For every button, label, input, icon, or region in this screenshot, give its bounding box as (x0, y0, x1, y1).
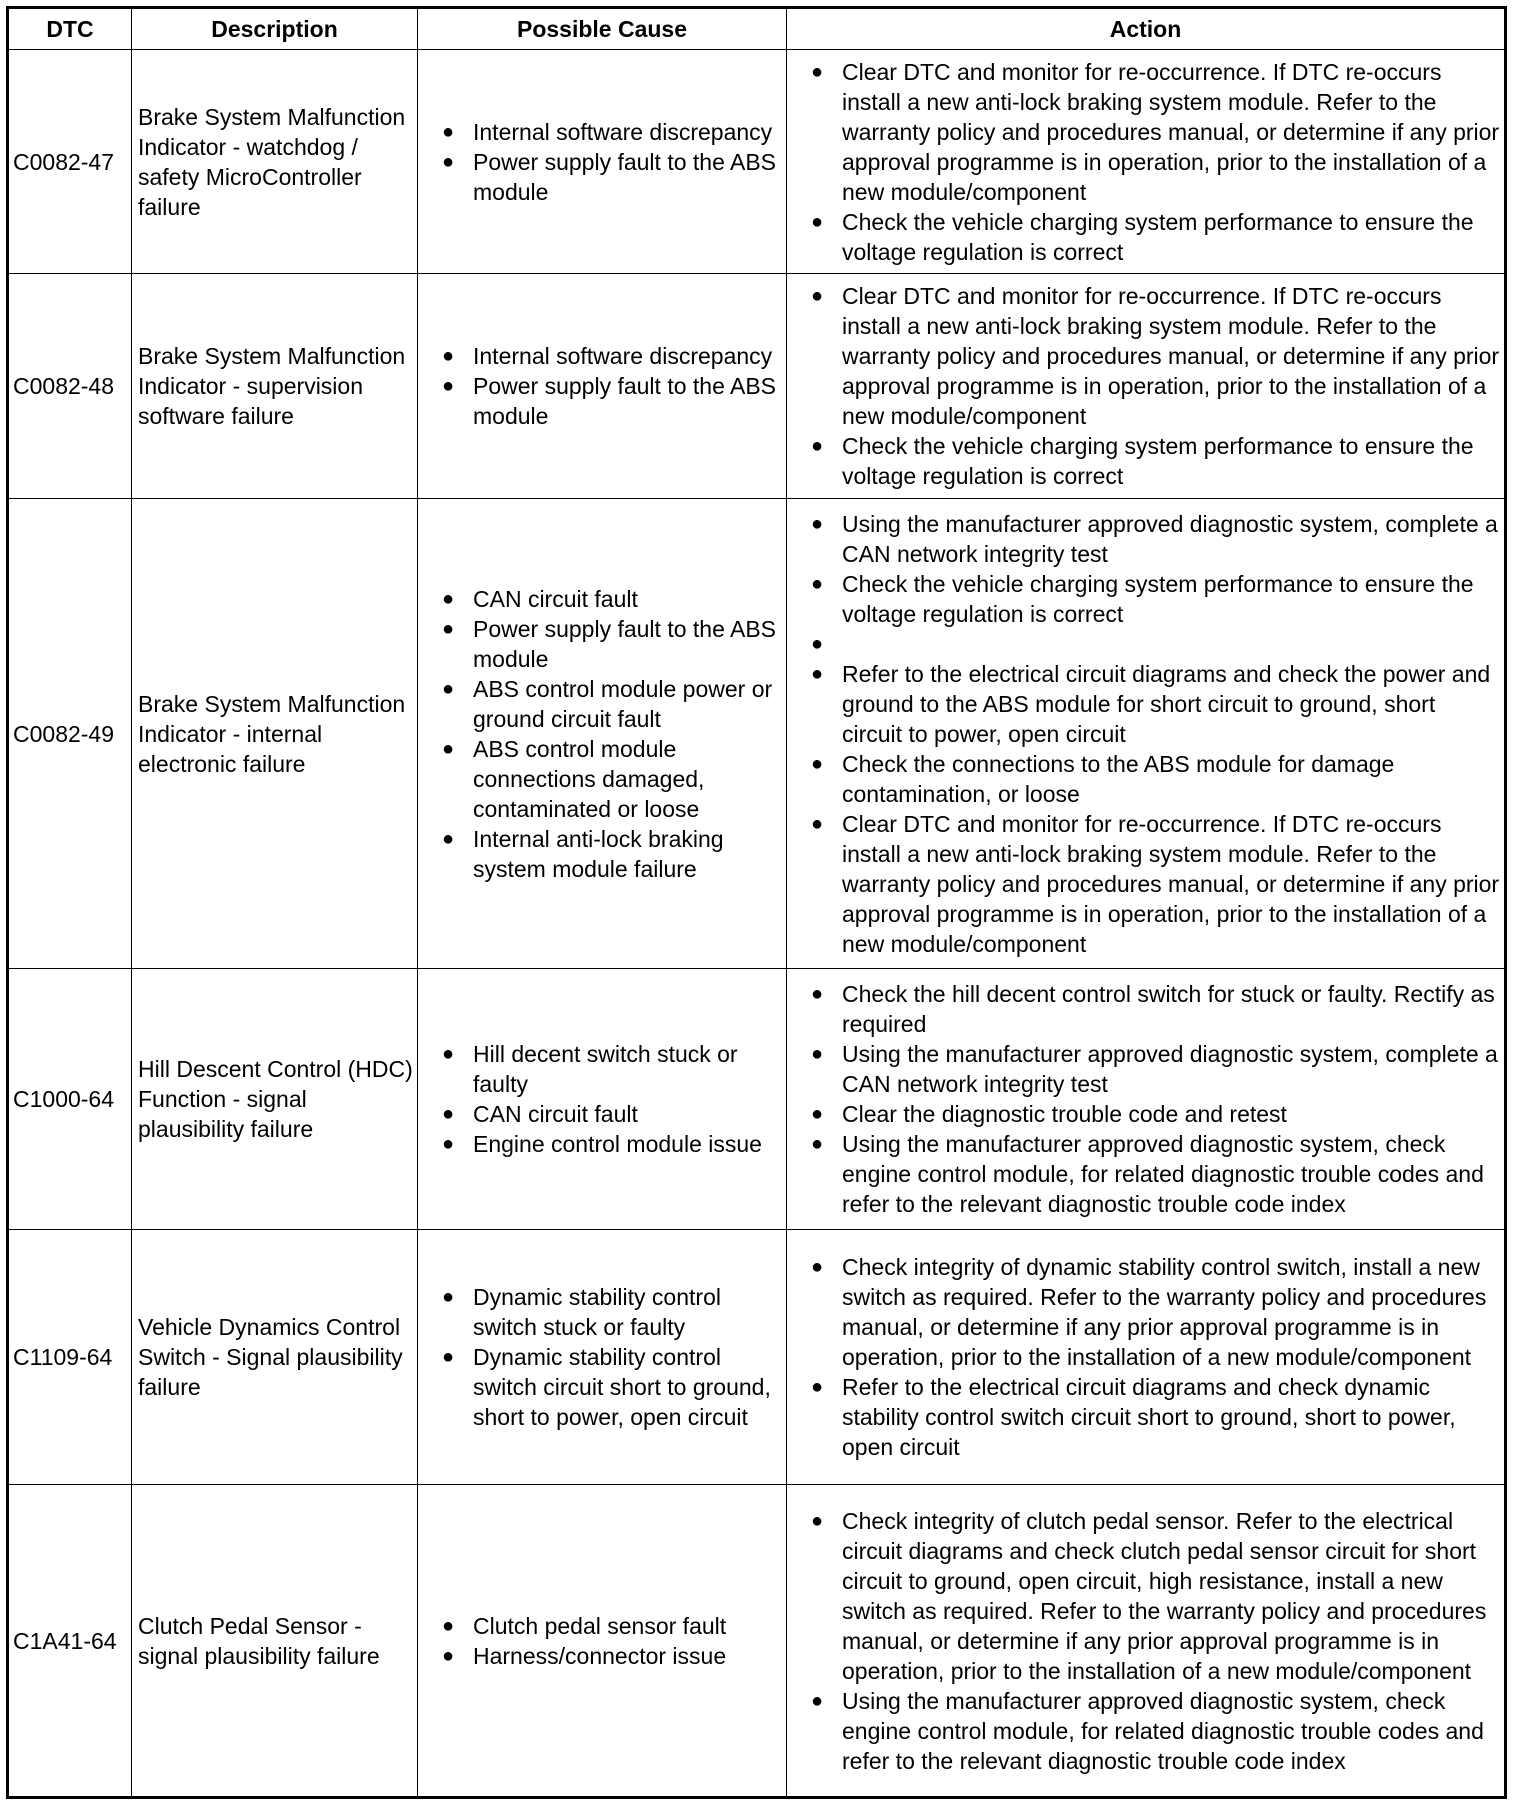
action-list (787, 1506, 1504, 1776)
bullet-icon: ● (442, 827, 455, 850)
bullet-icon: ● (442, 617, 455, 640)
bullet-icon: ● (811, 983, 824, 1005)
possible-cause-text: Internal anti-lock braking system module failure (473, 825, 724, 882)
action-text: Check the vehicle charging system performance to ensure the voltage regulation is correct (842, 208, 1474, 265)
table-row (8, 1485, 1506, 1798)
bullet-icon: ● (811, 812, 824, 835)
action-item (811, 1252, 1500, 1372)
possible-cause-text: Dynamic stability control switch stuck or faulty (473, 1284, 721, 1340)
action-item (811, 1039, 1500, 1099)
dtc-code: C1000-64 (8, 969, 132, 1230)
action-cell (787, 1230, 1506, 1485)
bullet-icon: ● (442, 345, 455, 367)
table-row (8, 50, 1506, 274)
action-text: Clear DTC and monitor for re-occurrence. If DTC re-occurs install a new anti-lock braking system module. Refer to the warranty policy and procedures manual, or determine if any prior approval programme is in operation, prior to the installation of a new module/component (842, 58, 1500, 205)
description: Brake System Malfunction Indicator - watchdog / safety MicroController failure (132, 50, 418, 274)
action-text: Check the vehicle charging system performance to ensure the voltage regulation is correct (842, 570, 1474, 627)
possible-cause-text: Dynamic stability control switch circuit short to ground, short to power, open circuit (473, 1344, 771, 1430)
possible-cause-item (442, 614, 782, 674)
dtc-code: C0082-49 (8, 499, 132, 969)
bullet-icon: ● (442, 1103, 455, 1125)
action-text: Clear the diagnostic trouble code and retest (842, 1101, 1287, 1127)
header-action: Action (787, 8, 1506, 50)
bullet-icon: ● (811, 60, 824, 83)
bullet-icon: ● (442, 1614, 455, 1637)
action-item (811, 1129, 1500, 1219)
bullet-icon: ● (811, 1509, 824, 1532)
possible-cause-text: Internal software discrepancy (473, 343, 773, 369)
bullet-icon: ● (811, 752, 824, 775)
bullet-icon: ● (442, 1644, 455, 1667)
bullet-icon: ● (811, 1689, 824, 1712)
action-item (811, 809, 1500, 959)
action-text: Using the manufacturer approved diagnostic system, check engine control module, for related diagnostic trouble codes and refer to the relevant diagnostic trouble code index (842, 1131, 1484, 1217)
header-description: Description (132, 8, 418, 50)
possible-cause-list (418, 584, 786, 884)
bullet-icon: ● (811, 1103, 824, 1125)
possible-cause-text: CAN circuit fault (473, 1101, 638, 1127)
possible-cause-list (418, 117, 786, 207)
action-item (811, 509, 1500, 569)
possible-cause-item (442, 147, 782, 207)
action-item (811, 431, 1500, 491)
possible-cause-item (442, 1611, 782, 1641)
description: Brake System Malfunction Indicator - supervision software failure (132, 274, 418, 499)
bullet-icon: ● (442, 1286, 455, 1308)
dtc-code: C1109-64 (8, 1230, 132, 1485)
action-item (811, 629, 1500, 659)
action-item (811, 569, 1500, 629)
possible-cause-cell (418, 969, 787, 1230)
action-item (811, 1686, 1500, 1776)
action-text: Using the manufacturer approved diagnostic system, complete a CAN network integrity test (842, 510, 1498, 567)
action-item (811, 207, 1500, 267)
action-text: Check the vehicle charging system performance to ensure the voltage regulation is correct (842, 433, 1474, 489)
table-row (8, 274, 1506, 499)
bullet-icon: ● (442, 737, 455, 760)
bullet-icon: ● (811, 632, 824, 655)
possible-cause-text: Internal software discrepancy (473, 118, 773, 145)
possible-cause-item (442, 1342, 782, 1432)
possible-cause-text: Harness/connector issue (473, 1642, 727, 1669)
action-cell (787, 969, 1506, 1230)
possible-cause-item (442, 734, 782, 824)
bullet-icon: ● (442, 1346, 455, 1368)
bullet-icon: ● (811, 435, 824, 457)
possible-cause-item (442, 371, 782, 431)
dtc-code: C1A41-64 (8, 1485, 132, 1798)
header-row (8, 8, 1506, 50)
possible-cause-list (418, 341, 786, 431)
action-list (787, 1252, 1504, 1462)
action-text: Check the connections to the ABS module for damage contamination, or loose (842, 750, 1395, 807)
action-list (787, 281, 1504, 491)
possible-cause-item (442, 1039, 782, 1099)
possible-cause-text: Power supply fault to the ABS module (473, 615, 777, 672)
possible-cause-item (442, 1282, 782, 1342)
table-row (8, 1230, 1506, 1485)
action-text: Refer to the electrical circuit diagrams and check the power and ground to the ABS module for short circuit to ground, short circuit to power, open circuit (842, 660, 1491, 747)
bullet-icon: ● (442, 587, 455, 610)
action-text: Using the manufacturer approved diagnostic system, complete a CAN network integrity test (842, 1041, 1498, 1097)
possible-cause-cell (418, 1230, 787, 1485)
action-list (787, 57, 1504, 267)
action-text: Check the hill decent control switch for stuck or faulty. Rectify as required (842, 981, 1495, 1037)
table-row (8, 969, 1506, 1230)
action-item (811, 1099, 1500, 1129)
possible-cause-list (418, 1611, 786, 1671)
action-item (811, 979, 1500, 1039)
action-item (811, 281, 1500, 431)
bullet-icon: ● (442, 120, 455, 143)
bullet-icon: ● (811, 572, 824, 595)
possible-cause-cell (418, 274, 787, 499)
action-item (811, 749, 1500, 809)
possible-cause-item (442, 341, 782, 371)
possible-cause-text: Hill decent switch stuck or faulty (473, 1041, 738, 1097)
bullet-icon: ● (442, 1133, 455, 1155)
description: Hill Descent Control (HDC) Function - signal plausibility failure (132, 969, 418, 1230)
action-text: Refer to the electrical circuit diagrams and check dynamic stability control switch circuit short to ground, short to power, open circuit (842, 1374, 1456, 1460)
dtc-table (6, 6, 1507, 1799)
possible-cause-cell (418, 1485, 787, 1798)
possible-cause-text: Engine control module issue (473, 1131, 762, 1157)
possible-cause-item (442, 674, 782, 734)
action-text: Check integrity of dynamic stability control switch, install a new switch as required. Refer to the warranty policy and procedures manual, or determine if any prior approval programme is in operation, prior to the installation of a new module/component (842, 1254, 1487, 1370)
action-text: Using the manufacturer approved diagnostic system, check engine control module, for related diagnostic trouble codes and refer to the relevant diagnostic trouble code index (842, 1687, 1484, 1774)
possible-cause-text: ABS control module connections damaged, contaminated or loose (473, 735, 705, 822)
possible-cause-text: Power supply fault to the ABS module (473, 373, 777, 429)
action-list (787, 509, 1504, 959)
action-item (811, 57, 1500, 207)
action-text: Check integrity of clutch pedal sensor. Refer to the electrical circuit diagrams and check clutch pedal sensor circuit for short circuit to ground, open circuit, high resistance, install a new switch as required. Refer to the warranty policy and procedures manual, or determine if any prior approval programme is in operation, prior to the installation of a new module/component (842, 1507, 1487, 1684)
action-cell (787, 1485, 1506, 1798)
possible-cause-list (418, 1039, 786, 1159)
bullet-icon: ● (442, 375, 455, 397)
possible-cause-item (442, 1641, 782, 1671)
possible-cause-item (442, 1129, 782, 1159)
possible-cause-text: Power supply fault to the ABS module (473, 148, 777, 205)
description: Clutch Pedal Sensor - signal plausibility failure (132, 1485, 418, 1798)
action-item (811, 1372, 1500, 1462)
bullet-icon: ● (442, 150, 455, 173)
possible-cause-text: ABS control module power or ground circuit fault (473, 675, 773, 732)
dtc-code: C0082-47 (8, 50, 132, 274)
action-cell (787, 50, 1506, 274)
bullet-icon: ● (811, 662, 824, 685)
dtc-code: C0082-48 (8, 274, 132, 499)
action-text: Clear DTC and monitor for re-occurrence. If DTC re-occurs install a new anti-lock braking system module. Refer to the warranty policy and procedures manual, or determine if any prior approval programme is in operation, prior to the installation of a new module/component (842, 283, 1500, 429)
possible-cause-item (442, 584, 782, 614)
bullet-icon: ● (811, 1133, 824, 1155)
action-text: Clear DTC and monitor for re-occurrence. If DTC re-occurs install a new anti-lock braking system module. Refer to the warranty policy and procedures manual, or determine if any prior approval programme is in operation, prior to the installation of a new module/component (842, 810, 1500, 957)
possible-cause-list (418, 1282, 786, 1432)
action-cell (787, 274, 1506, 499)
action-list (787, 979, 1504, 1219)
bullet-icon: ● (811, 210, 824, 233)
header-dtc: DTC (8, 8, 132, 50)
table-row (8, 499, 1506, 969)
bullet-icon: ● (811, 1256, 824, 1278)
bullet-icon: ● (811, 512, 824, 535)
description: Vehicle Dynamics Control Switch - Signal plausibility failure (132, 1230, 418, 1485)
bullet-icon: ● (811, 1376, 824, 1398)
bullet-icon: ● (811, 1043, 824, 1065)
possible-cause-item (442, 824, 782, 884)
possible-cause-cell (418, 499, 787, 969)
possible-cause-item (442, 1099, 782, 1129)
bullet-icon: ● (442, 677, 455, 700)
header-possible-cause: Possible Cause (418, 8, 787, 50)
action-cell (787, 499, 1506, 969)
bullet-icon: ● (442, 1043, 455, 1065)
bullet-icon: ● (811, 285, 824, 307)
action-item (811, 659, 1500, 749)
possible-cause-cell (418, 50, 787, 274)
action-item (811, 1506, 1500, 1686)
possible-cause-text: Clutch pedal sensor fault (473, 1612, 727, 1639)
description: Brake System Malfunction Indicator - internal electronic failure (132, 499, 418, 969)
possible-cause-item (442, 117, 782, 147)
possible-cause-text: CAN circuit fault (473, 585, 638, 612)
